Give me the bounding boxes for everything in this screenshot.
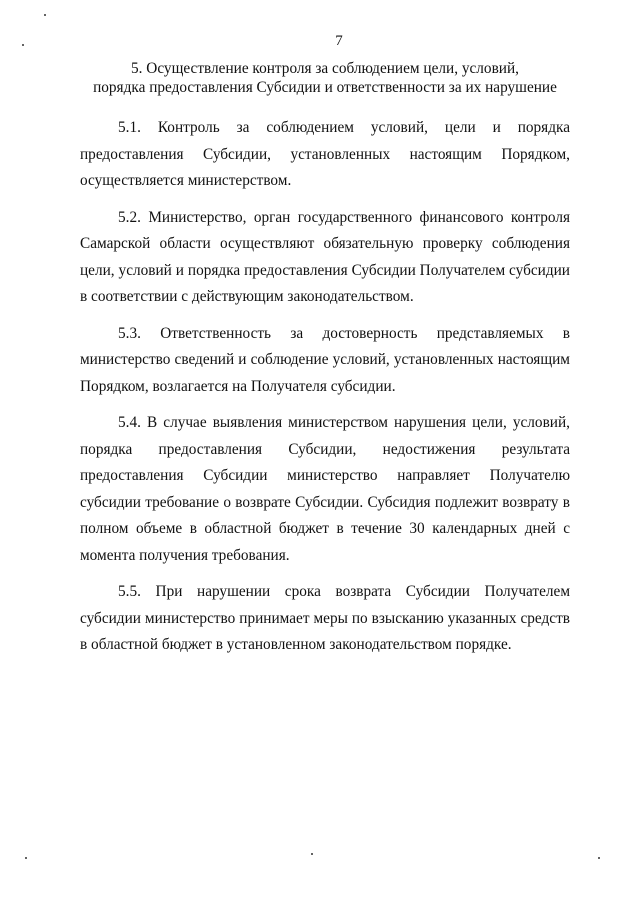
scan-speck	[311, 853, 313, 855]
paragraph-5-4: 5.4. В случае выявления министерством нарушения цели, условий, порядка предоставления Субсидии, недостижения результата предоставления Субсидии министерство направляет Получателю субсидии требование о возврате Субсидии. Субсидия подлежит возврату в полном объеме в областной бюджет в течение 30 календарных дней с момента получения требования.	[80, 414, 570, 564]
section-title	[80, 59, 570, 97]
body-text	[80, 115, 570, 669]
scan-speck	[25, 857, 27, 859]
scan-speck	[44, 14, 46, 16]
paragraph-5-3: 5.3. Ответственность за достоверность представляемых в министерство сведений и соблюдение условий, установленных настоящим Порядком, возлагается на Получателя субсидии.	[80, 324, 570, 395]
scan-speck	[598, 857, 600, 859]
paragraph-5-2: 5.2. Министерство, орган государственного финансового контроля Самарской области осуществляют обязательную проверку соблюдения цели, условий и порядка предоставления Субсидии Получателем субсидии в соответствии с действующим законодательством.	[80, 208, 570, 305]
page-number: 7	[335, 33, 343, 49]
paragraph-5-5: 5.5. При нарушении срока возврата Субсидии Получателем субсидии министерство принимает меры по взысканию указанных средств в областной бюджет в установленном законодательством порядке.	[80, 583, 570, 653]
section-title-line-2: порядка предоставления Субсидии и ответственности за их нарушение	[93, 79, 557, 96]
section-title-line-1: 5. Осуществление контроля за соблюдением цели, условий,	[131, 60, 519, 77]
paragraph-5-1: 5.1. Контроль за соблюдением условий, цели и порядка предоставления Субсидии, установленных настоящим Порядком, осуществляется министерством.	[80, 119, 570, 189]
